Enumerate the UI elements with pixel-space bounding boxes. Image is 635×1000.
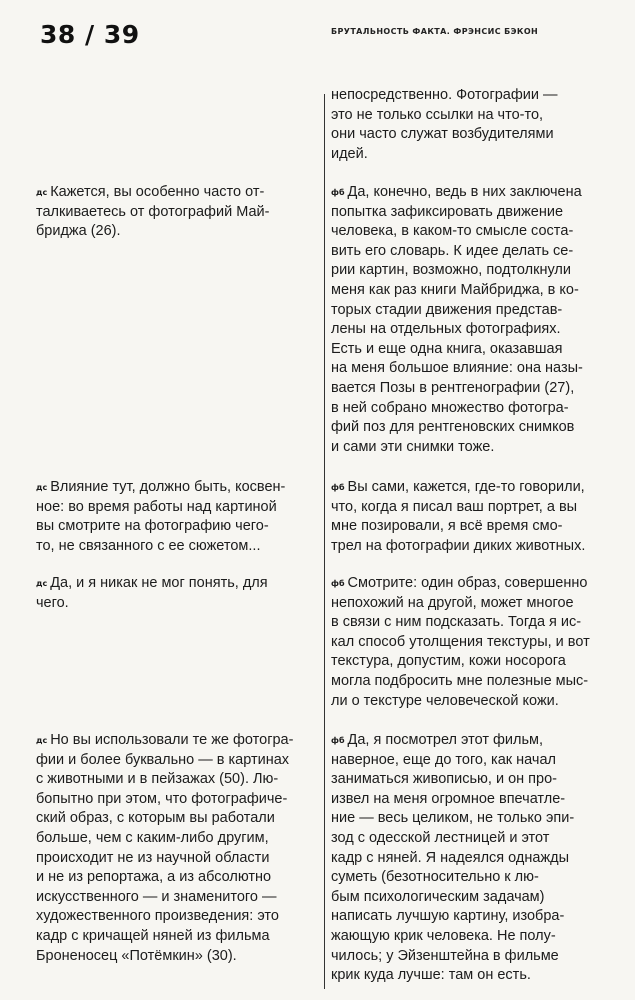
speaker-label: дс: [36, 483, 48, 492]
block-text: Кажется, вы особенно часто от- талкиваетесь от фотографий Май- бриджа (26).: [36, 184, 270, 240]
block-text: Смотрите: один образ, совершенно непохожий на другой, может многое в связи с ним подсказать. Тогда я ис- кал способ утолщения текстуры, и вот текстура, допустим, кожи носорога могла подбросить мне полезные мыс- ли о текстуре человеческой кожи.: [331, 575, 590, 709]
answer-block-1: [331, 183, 615, 457]
answer-block-3: [331, 574, 615, 711]
answer-block-2: [331, 478, 615, 556]
block-text: Да, я посмотрел этот фильм, наверное, еще до того, как начал заниматься живописью, и он про- извел на меня огромное впечатле- ние — весь целиком, не только эпи- зод с одесской лестницей и этот кадр с няней. Я надеялся однажды суметь (безотносительно к лю- бым психологическим задачам) написать лучшую картину, изобра- жающую крик человека. Не полу- чилось; у Эйзенштейна в фильме крик куда лучше: там он есть.: [331, 732, 575, 984]
speaker-label: дс: [36, 188, 48, 197]
speaker-label: фб: [331, 736, 345, 745]
speaker-label: фб: [331, 483, 345, 492]
page-header: [0, 0, 635, 60]
speaker-label: дс: [36, 579, 48, 588]
speaker-label: фб: [331, 188, 345, 197]
question-block-1: [36, 183, 318, 242]
question-block-2: [36, 478, 318, 556]
block-text: Да, и я никак не мог понять, для чего.: [36, 575, 268, 611]
question-block-4: [36, 731, 318, 966]
block-text: Влияние тут, должно быть, косвен- ное: во время работы над картиной вы смотрите на фотографию чего- то, не связанного с ее сюжетом...: [36, 479, 286, 554]
block-text: Вы сами, кажется, где-то говорили, что, когда я писал ваш портрет, а вы мне позировали, я всё время смо- трел на фотографии диких животных.: [331, 479, 586, 554]
speaker-label: дс: [36, 736, 48, 745]
page-numbers: 38 / 39: [40, 20, 140, 49]
block-text: Да, конечно, ведь в них заключена попытка зафиксировать движение человека, в каком-то смысле состa- вить его словарь. К идее делать се- рии картин, возможно, подтолкнули меня как раз книги Майбриджа, в ко- торых стадии движения представ- лены на отдельных фотографиях. Есть и еще одна книга, оказавшая на меня большое влияние: она назы- вается Позы в рентгенографии (27), в ней собрано множество фотогра- фий поз для рентгеновских снимков и сами эти снимки тоже.: [331, 184, 583, 455]
text-block-1: [331, 86, 615, 164]
block-text: Но вы использовали те же фотогра- фии и более буквально — в картинах с животными и в пейзажах (50). Лю- бопытно при этом, что фотографиче- ский образ, с которым вы работали больше, чем с каким-либо другим, происходит не из научной области и не из репортажа, а из абсолютно искусственного — и знаменитого — художественного произведения: это кадр с кричащей няней из фильма Броненосец «Потёмкин» (30).: [36, 732, 294, 964]
answer-block-4: [331, 731, 615, 986]
question-block-3: [36, 574, 318, 613]
column-divider: [324, 94, 325, 989]
block-text: непосредственно. Фотографии — это не только ссылки на что-то, они часто служат возбудителями идей.: [331, 87, 558, 162]
speaker-label: фб: [331, 579, 345, 588]
running-title: БРУТАЛЬНОСТЬ ФАКТА. ФРЭНСИС БЭКОН: [331, 27, 539, 36]
